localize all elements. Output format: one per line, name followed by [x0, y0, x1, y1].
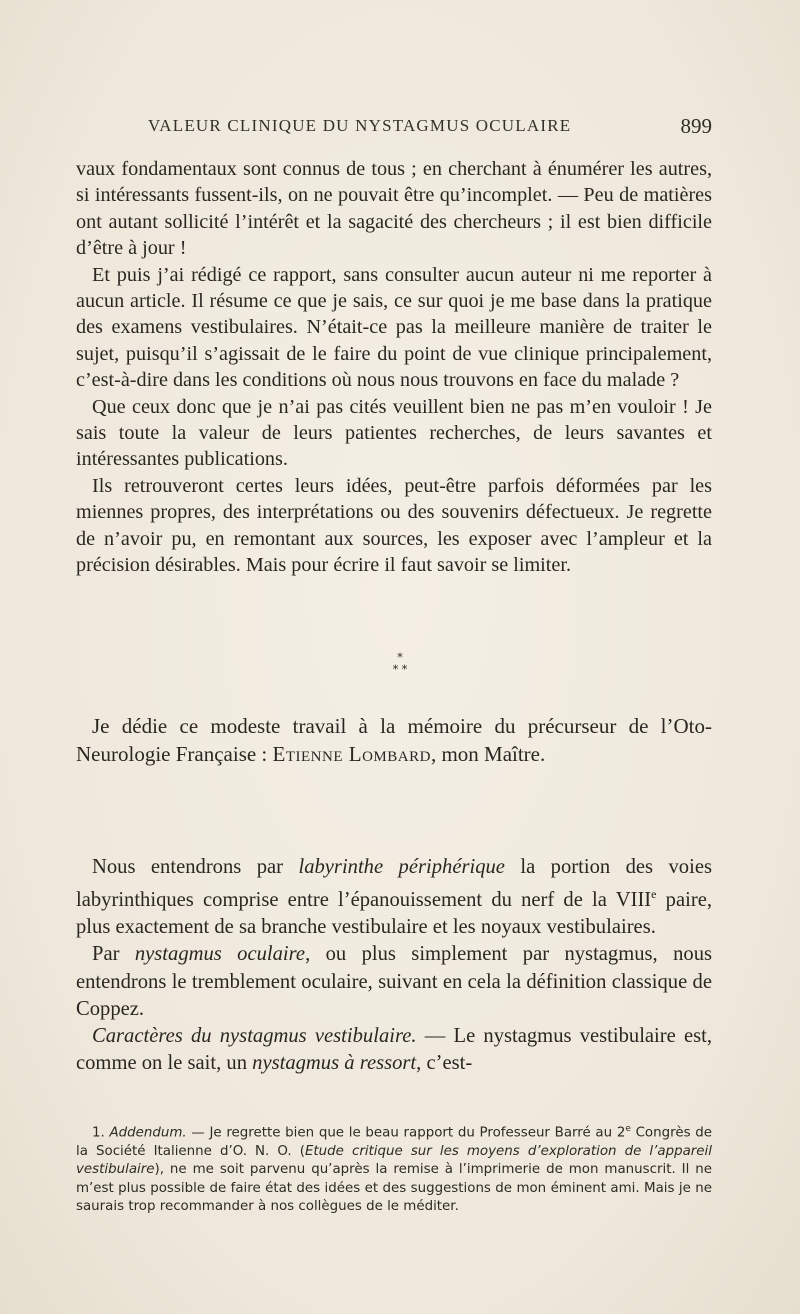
- body-text-lower: [76, 854, 712, 1077]
- paragraph: Ils retrouveront certes leurs idées, peut-être parfois déformées par les miennes propres, des interprétations ou des souvenirs défectueux. Je regrette de n’avoir pu, en remontant aux sources, les exposer avec l’ampleur et la précision désirables. Mais pour écrire il faut savoir se limiter.: [76, 474, 712, 577]
- section-heading: Caractères du nystagmus vestibulaire.: [92, 1025, 417, 1048]
- paragraph: Et puis j’ai rédigé ce rapport, sans consulter aucun auteur ni me reporter à aucun article. Il résume ce que je sais, ce sur quoi je me base dans la pratique des examens vestibulaires. N’était-ce pas la meilleure manière de traiter le sujet, puisqu’il s’agissait de le faire du point de vue clinique principalement, c’est-à-dire dans les conditions où nous nous trouvons en face du malade ?: [76, 263, 712, 392]
- footnote: [76, 1120, 712, 1217]
- text-run: ), ne me soit parvenu qu’après la remise à l’imprimerie de mon manuscrit. Il ne m’est plus possible de faire état des idées et des suggestions de mon éminent ami. Mais je ne saurais trop recommander à nos collègues de le méditer.: [76, 1162, 712, 1215]
- footnotes: [76, 1120, 712, 1217]
- page-number: 899: [680, 114, 712, 138]
- body-text-upper: [76, 156, 712, 579]
- text-run: , c’est-: [416, 1052, 473, 1075]
- term-nystagmus: nystagmus oculaire: [134, 943, 306, 966]
- paragraph: Que ceux donc que je n’ai pas cités veuillent bien ne pas m’en vouloir ! Je sais toute la valeur de leurs patientes recherches, de leurs savantes et intéressantes publications.: [76, 395, 712, 471]
- section-separator: [0, 652, 800, 676]
- footnote-number: 1.: [92, 1125, 110, 1141]
- dedication-end: , mon Maître.: [430, 742, 546, 766]
- page-header: [76, 114, 712, 140]
- text-run: Congrès de la Société Italienne d’O. N. O. (: [76, 1125, 712, 1159]
- superscript: e: [625, 1124, 631, 1134]
- dedication-text: Je dédie ce modeste travail à la mémoire du précurseur de l’Oto-Neurologie Française :: [76, 714, 712, 766]
- text-run: Par: [92, 943, 135, 966]
- paragraph: [76, 1023, 712, 1077]
- paragraph: vaux fondamentaux sont connus de tous ; en cherchant à énumérer les autres, si intéressants fussent-ils, on ne pouvait être qu’incomplet. — Peu de matières ont autant sollicité l’intérêt et la sagacité des chercheurs ; il est bien difficile d’être à jour !: [76, 158, 712, 260]
- term-labyrinthe: labyrinthe périphérique: [298, 856, 505, 878]
- paragraph: [76, 941, 712, 1023]
- cited-title: Etude critique sur les moyens d’exploration de l’appareil vestibulaire: [76, 1143, 712, 1178]
- text-run: la portion des voies labyrinthiques comprise entre l’épanouissement du nerf de la VIII: [76, 856, 712, 912]
- text-run: Nous entendrons par: [92, 856, 299, 878]
- asterisk-top: *: [397, 651, 403, 664]
- dedication-name: Etienne Lombard: [272, 742, 431, 766]
- footnote-label: Addendum.: [109, 1125, 187, 1141]
- dedication: [76, 712, 712, 768]
- running-title: VALEUR CLINIQUE DU NYSTAGMUS OCULAIRE: [148, 116, 572, 135]
- asterisk-bottom: * *: [392, 663, 408, 676]
- dedication-paragraph: [76, 712, 712, 768]
- text-run: — Le nystagmus vestibulaire est, comme on le sait, un: [76, 1025, 712, 1075]
- text-run: , ou plus simplement par nystagmus, nous entendrons le tremblement oculaire, suivant en cela la définition classique de Coppez.: [76, 943, 713, 1020]
- text-run: — Je regrette bien que le beau rapport du Professeur Barré au 2: [186, 1125, 626, 1141]
- term-ressort: nystagmus à ressort: [252, 1052, 417, 1075]
- text-run: paire, plus exactement de sa branche vestibulaire et les noyaux vestibulaires.: [76, 889, 712, 939]
- paragraph: [76, 854, 712, 941]
- superscript: e: [651, 887, 657, 902]
